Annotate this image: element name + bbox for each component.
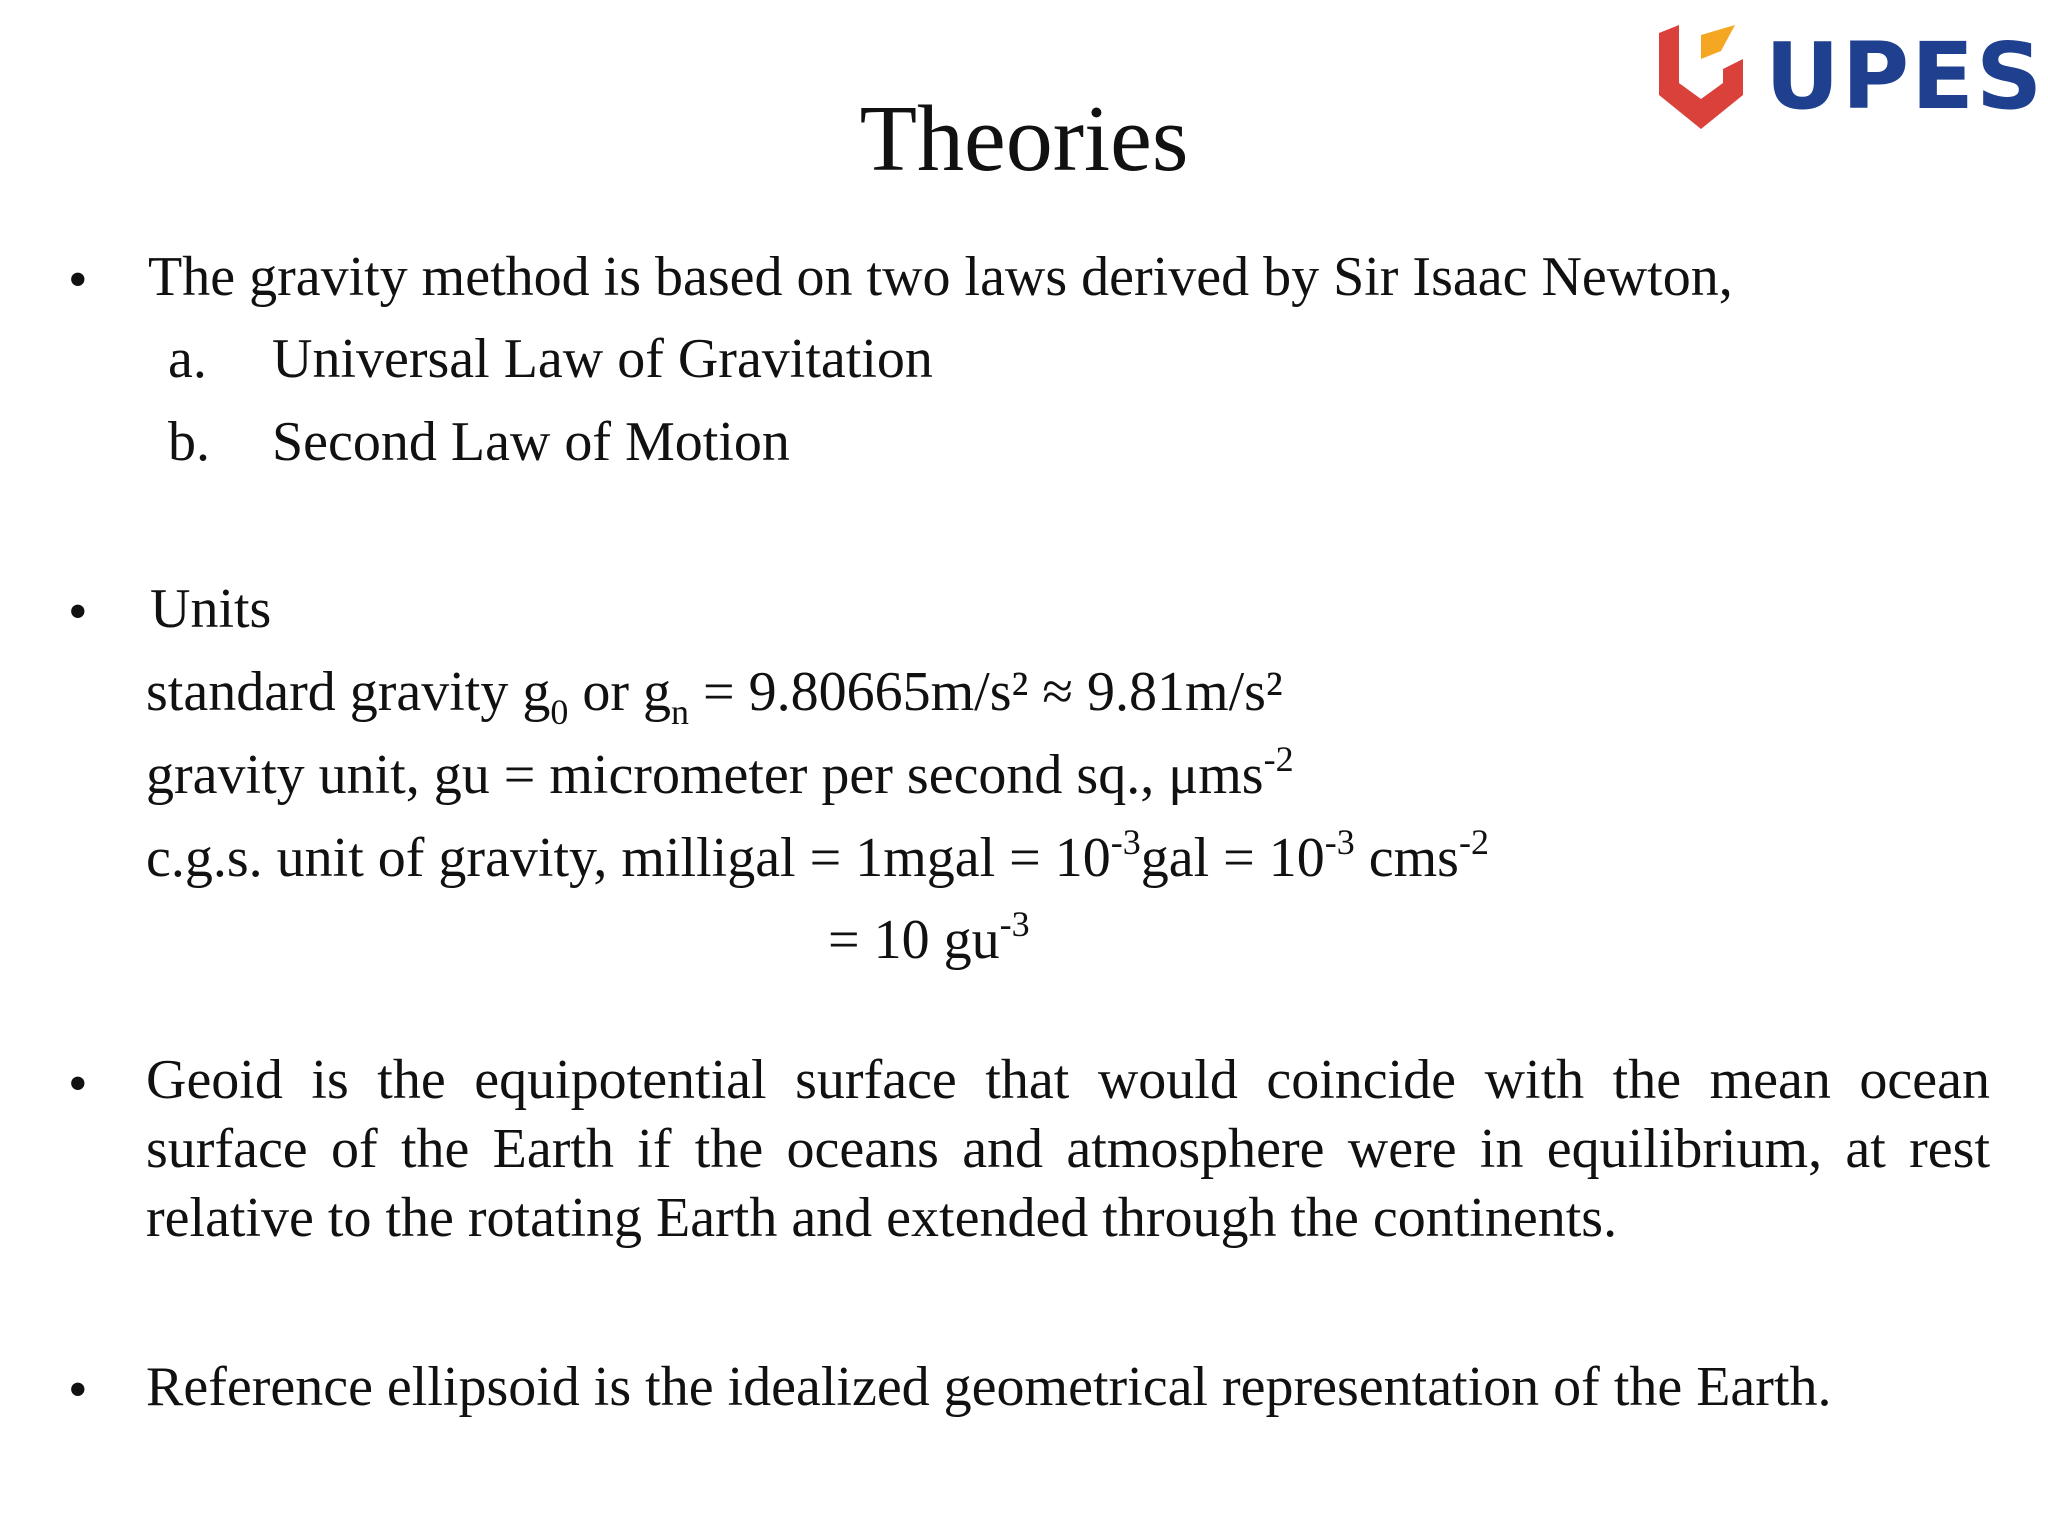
cgs-unit-line: c.g.s. unit of gravity, milligal = 1mgal = $10^{-3}gal = 10^{-3}$ cms$^{-2}$ [146, 822, 1489, 889]
slide-title: Theories [859, 87, 1189, 191]
list-marker-a: a. [168, 328, 207, 390]
law-universal-gravitation: Universal Law of Gravitation [272, 328, 933, 390]
gu-equivalence-line: = 10 $gu^{-3}$ [828, 904, 1030, 971]
standard-gravity-line: standard gravity $g_0$ or $g_n = 9.80665m/s^2 \approx 9.81m/s^2$ [146, 661, 1283, 732]
upes-logo-text: UPES [1765, 23, 2045, 130]
newton-laws-intro: The gravity method is based on two laws derived by Sir Isaac Newton, [148, 246, 1733, 308]
bullet-marker: • [68, 581, 88, 643]
bullet-marker: • [68, 1359, 88, 1421]
units-heading: Units [150, 578, 272, 640]
bullet-marker: • [68, 1053, 88, 1115]
law-second-motion: Second Law of Motion [272, 411, 790, 473]
reference-ellipsoid-definition: Reference ellipsoid is the idealized geometrical representation of the Earth. [146, 1356, 1832, 1418]
gravity-unit-line: gravity unit, gu = micrometer per second sq., μms$^{-2}$ [146, 739, 1294, 806]
bullet-marker: • [68, 249, 88, 311]
geoid-definition: Geoid is the equipotential surface that would coincide with the mean ocean surface of the Earth if the oceans and atmosphere were in equilibrium, at rest relative to the rotating Earth and extended through the continents. [146, 1049, 1990, 1249]
list-marker-b: b. [168, 411, 210, 473]
